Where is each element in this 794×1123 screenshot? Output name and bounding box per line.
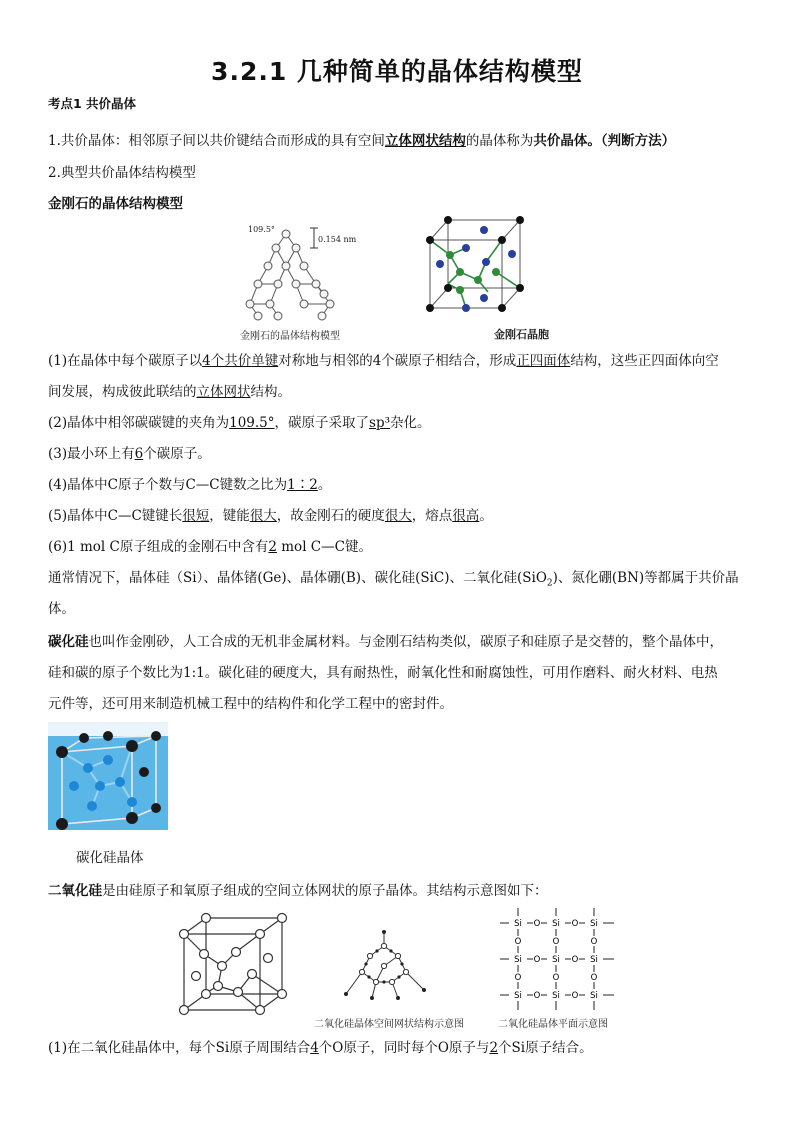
answer: 1∶2 xyxy=(287,477,318,493)
oxygen-atom-label: O xyxy=(571,919,579,929)
subheading: 2.典型共价晶体结构模型 xyxy=(48,165,196,181)
key-term: 立体网状结构 xyxy=(384,133,466,149)
text: ，键能 xyxy=(209,508,250,524)
diamond-point-3 xyxy=(48,439,748,470)
diamond-point-5 xyxy=(48,501,748,532)
diamond-point-4 xyxy=(48,470,748,501)
text: ，碳原子采取了 xyxy=(274,415,370,431)
answer: 很短 xyxy=(182,508,210,524)
text: 结构，这些正四面体向空 xyxy=(570,353,719,369)
bond-length-label: 0.154 nm xyxy=(318,235,357,244)
key-term: 碳化硅 xyxy=(48,634,89,650)
sio2-paragraph xyxy=(48,876,748,907)
text: mol C—C键。 xyxy=(276,539,372,555)
sio2-point-1 xyxy=(48,1033,748,1064)
oxygen-atom-label: O xyxy=(552,973,560,983)
oxygen-atom-label: O xyxy=(571,991,579,1001)
text: 。 xyxy=(479,508,493,524)
oxygen-atom-label: O xyxy=(514,973,522,983)
text: 也叫作金刚砂，人工合成的无机非金属材料。与金刚石结构类似，碳原子和硅原子是交替的，整个晶体中， xyxy=(88,634,723,650)
sic-paragraph-line-3: 元件等，还可用来制造机械工程中的结构件和化学工程中的密封件。 xyxy=(48,696,453,712)
sio2-planar-caption: 二氧化硅晶体平面示意图 xyxy=(498,1019,608,1030)
text: 个碳原子。 xyxy=(143,446,211,462)
silicon-atom-label: Si xyxy=(552,991,560,1001)
silicon-atom-label: Si xyxy=(514,955,522,965)
answer: sp³ xyxy=(369,415,391,431)
answer: 很大 xyxy=(384,508,412,524)
silicon-atom-label: Si xyxy=(590,991,598,1001)
oxygen-atom-label: O xyxy=(552,937,560,947)
text: (2)晶体中相邻碳碳键的夹角为 xyxy=(48,415,230,431)
text: 。 xyxy=(317,477,332,493)
definition-paragraph xyxy=(48,126,748,157)
diamond-unit-cell-caption: 金刚石晶胞 xyxy=(494,328,549,341)
text: 间发展，构成彼此联结的 xyxy=(48,384,197,400)
sic-paragraph-line-1 xyxy=(48,627,748,658)
sic-crystal-photo xyxy=(48,722,168,830)
answer: 2 xyxy=(489,1040,499,1056)
diamond-structure-figure xyxy=(238,218,368,326)
oxygen-atom-label: O xyxy=(590,973,598,983)
diamond-unit-cell-figure xyxy=(420,210,532,320)
sic-paragraph-line-2: 硅和碳的原子个数比为1:1。碳化硅的硬度大，具有耐热性，耐氧化性和耐腐蚀性，可用作磨料、耐火材料、电热 xyxy=(48,665,718,681)
answer: 正四面体 xyxy=(516,353,571,369)
text: 杂化。 xyxy=(390,415,431,431)
sio2-network-caption: 二氧化硅晶体空间网状结构示意图 xyxy=(314,1019,464,1030)
text: )、氮化硼(BN)等都属于共价晶 xyxy=(552,570,739,586)
bond-angle-label: 109.5° xyxy=(248,225,275,234)
text: 。（判断方法） xyxy=(587,133,676,149)
diamond-heading: 金刚石的晶体结构模型 xyxy=(48,196,183,212)
covalent-examples-line-2: 体。 xyxy=(48,601,75,617)
sic-caption: 碳化硅晶体 xyxy=(76,850,144,866)
subscript: 2 xyxy=(546,578,553,589)
answer: 109.5° xyxy=(229,415,275,431)
diamond-point-1a xyxy=(48,346,748,377)
text: 1.共价晶体：相邻原子间以共价键结合而形成的具有空间 xyxy=(48,133,385,149)
text: ，熔点 xyxy=(411,508,453,524)
oxygen-atom-label: O xyxy=(533,955,541,965)
section-heading: 考点1 共价晶体 xyxy=(48,96,137,111)
silicon-atom-label: Si xyxy=(552,919,560,929)
text: ，故金刚石的硬度 xyxy=(276,508,385,524)
text: 的晶体称为 xyxy=(465,133,534,149)
answer: 4个共价单键 xyxy=(202,353,279,369)
text: 个Si原子结合。 xyxy=(498,1040,593,1056)
answer: 立体网状 xyxy=(196,384,251,400)
diamond-structure-caption: 金刚石的晶体结构模型 xyxy=(240,331,340,342)
key-term: 二氧化硅 xyxy=(48,883,102,899)
answer: 6 xyxy=(134,446,144,462)
answer: 4 xyxy=(310,1040,319,1056)
diamond-point-6 xyxy=(48,532,748,563)
key-term: 共价晶体 xyxy=(533,133,588,149)
diamond-point-1b xyxy=(48,377,748,408)
oxygen-atom-label: O xyxy=(590,937,598,947)
oxygen-atom-label: O xyxy=(571,955,579,965)
silicon-atom-label: Si xyxy=(514,991,522,1001)
text: (3)最小环上有 xyxy=(48,446,135,462)
text: (5)晶体中C—C键键长 xyxy=(48,508,183,524)
answer: 很大 xyxy=(249,508,277,524)
text: 是由硅原子和氧原子组成的空间立体网状的原子晶体。其结构示意图如下： xyxy=(102,883,548,899)
text: 通常情况下，晶体硅（Si）、晶体锗(Ge)、晶体硼(B)、碳化硅(SiC)、二氧化硅(SiO xyxy=(48,570,547,586)
page-title: 3.2.1 几种简单的晶体结构模型 xyxy=(211,57,583,86)
text: 个O原子，同时每个O原子与 xyxy=(318,1040,490,1056)
sio2-planar-figure xyxy=(498,906,618,1012)
text: (4)晶体中C原子个数与C—C键数之比为 xyxy=(48,477,288,493)
silicon-atom-label: Si xyxy=(590,919,598,929)
text: (1)在晶体中每个碳原子以 xyxy=(48,353,203,369)
sio2-unit-cell-figure xyxy=(178,912,296,1024)
silicon-atom-label: Si xyxy=(552,955,560,965)
oxygen-atom-label: O xyxy=(533,991,541,1001)
diamond-point-2 xyxy=(48,408,748,439)
oxygen-atom-label: O xyxy=(514,937,522,947)
silicon-atom-label: Si xyxy=(590,955,598,965)
answer: 2 xyxy=(268,539,277,555)
silicon-atom-label: Si xyxy=(514,919,522,929)
answer: 很高 xyxy=(452,508,480,524)
text: 对称地与相邻的4个碳原子相结合，形成 xyxy=(278,353,517,369)
text: (6)1 mol C原子组成的金刚石中含有 xyxy=(48,539,269,555)
sio2-network-figure xyxy=(340,928,430,1004)
oxygen-atom-label: O xyxy=(533,919,541,929)
text: (1)在二氧化硅晶体中，每个Si原子周围结合 xyxy=(48,1040,311,1056)
text: 结构。 xyxy=(250,384,291,400)
